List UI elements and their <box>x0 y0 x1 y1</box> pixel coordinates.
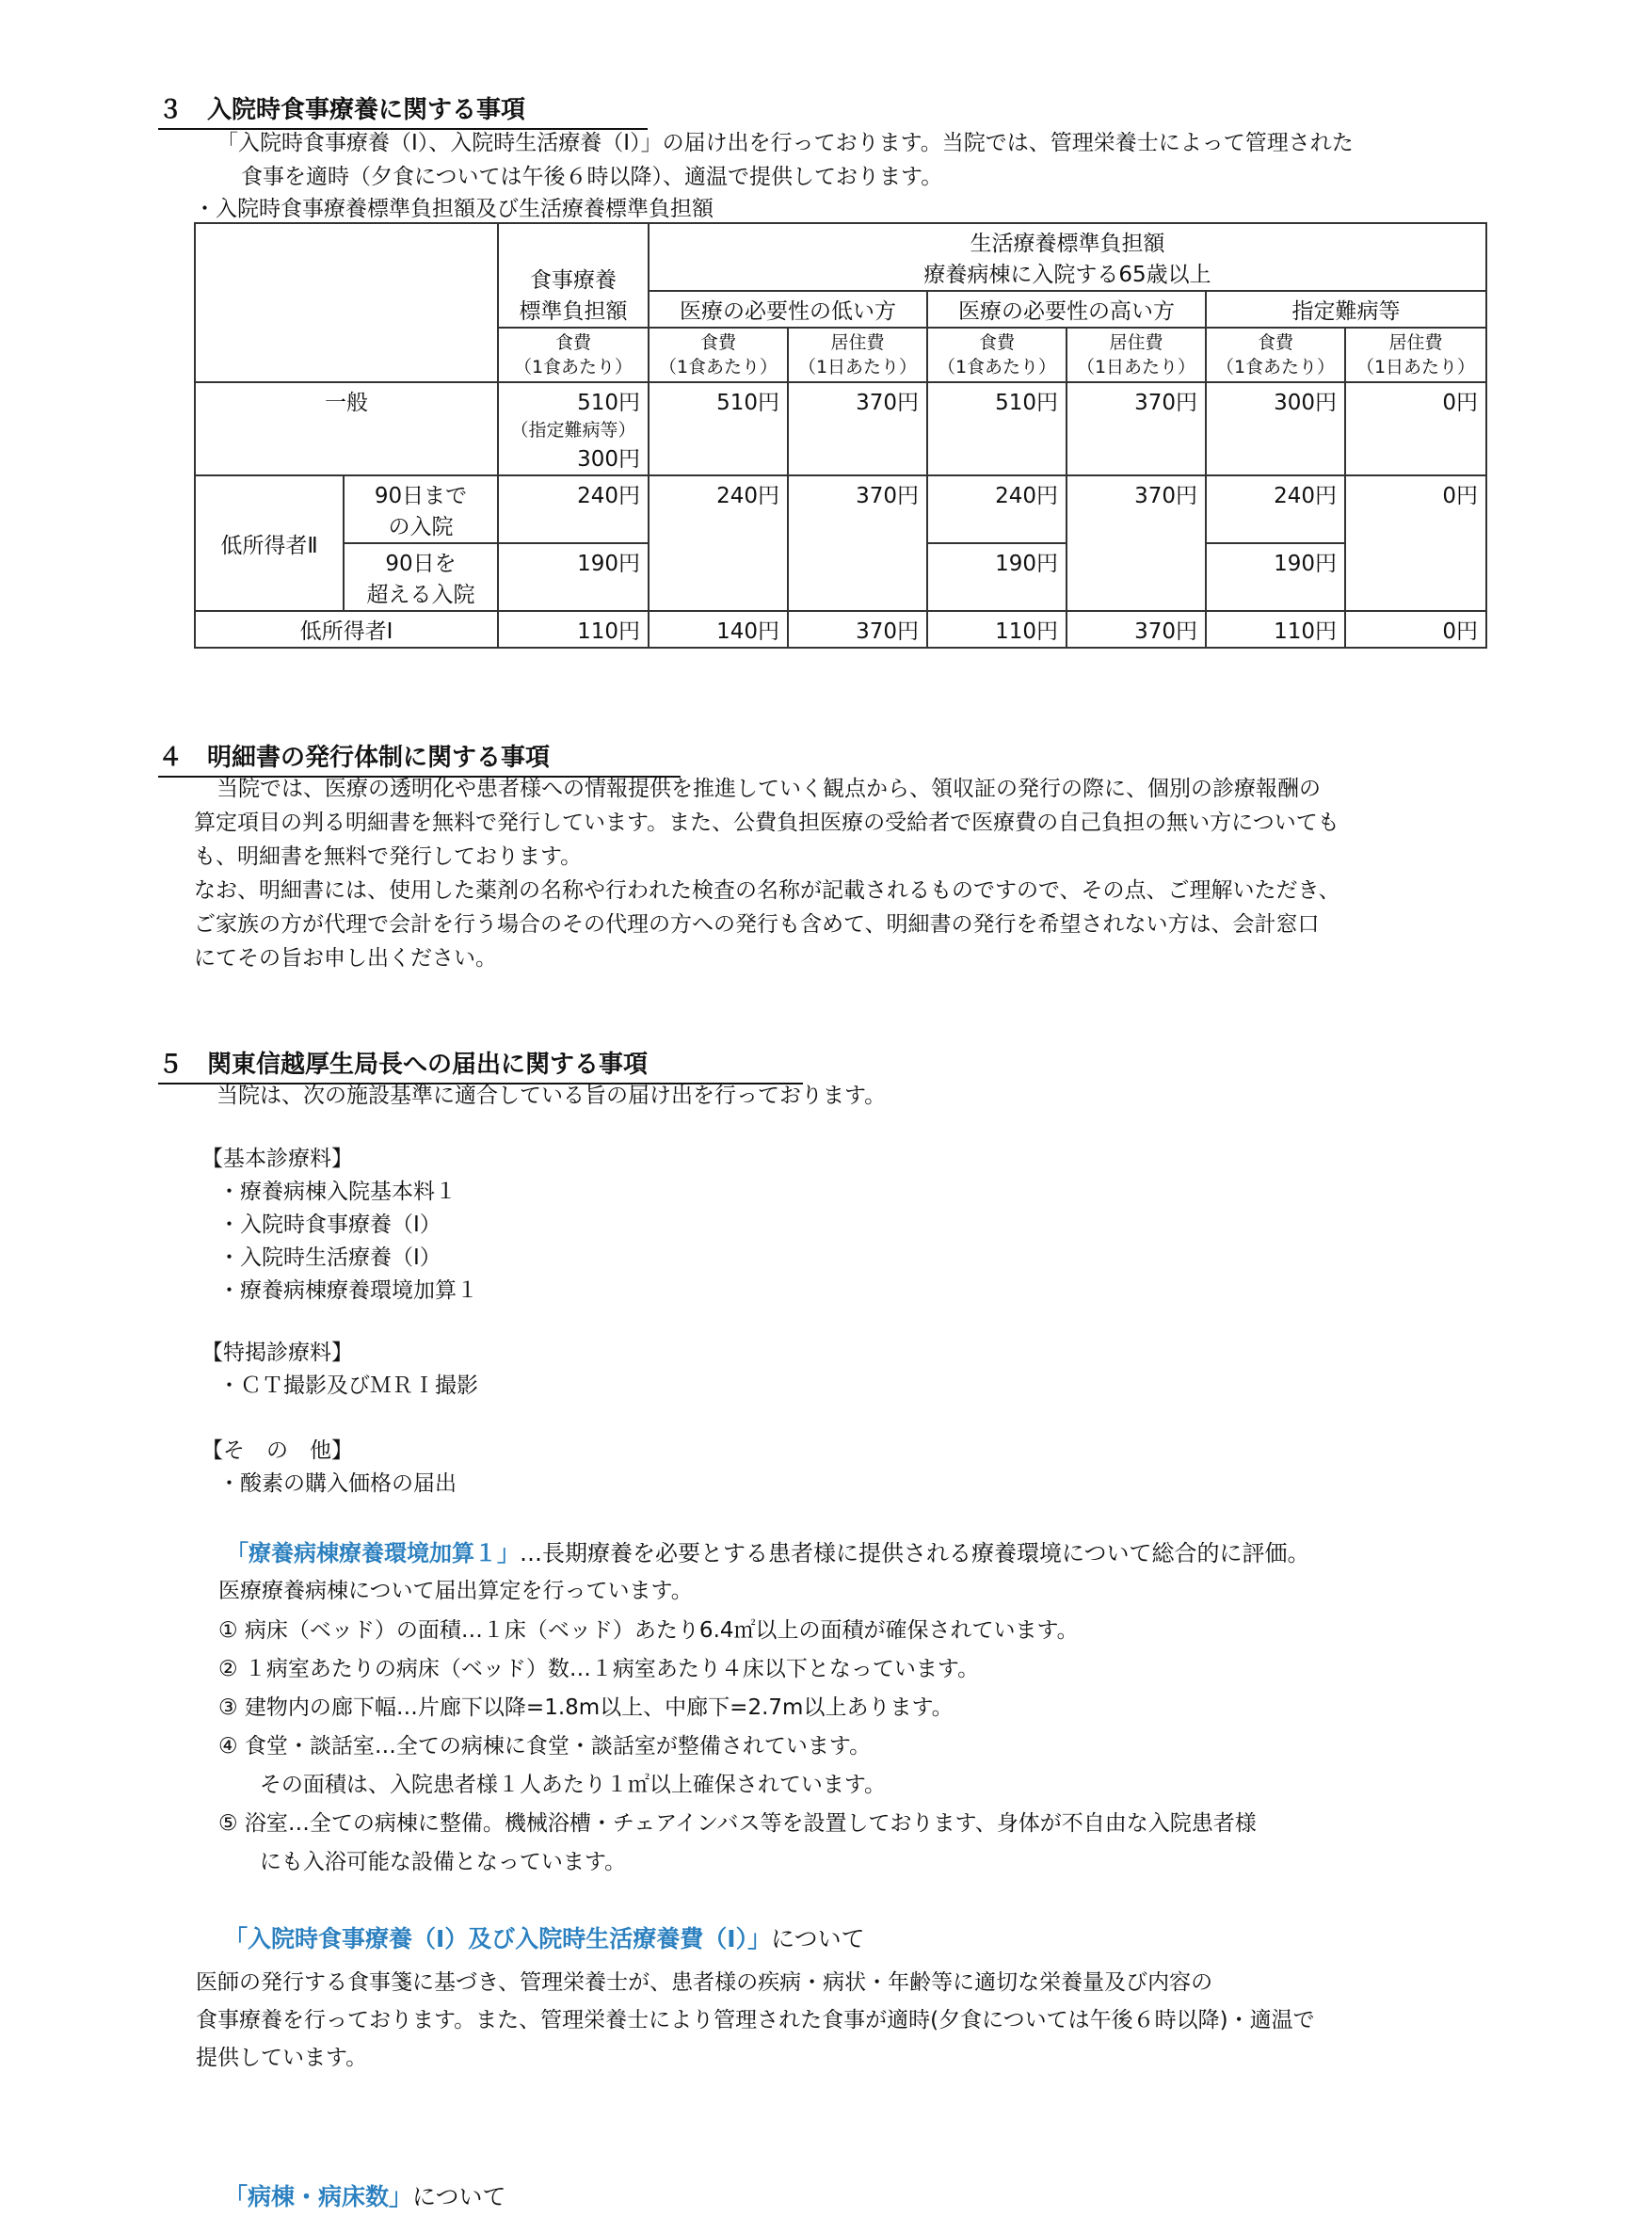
general-food-value: 510円 <box>577 391 640 415</box>
ward-title: 「病棟・病床数」 <box>224 2183 413 2210</box>
low2-sub2-label <box>344 543 498 611</box>
sub-header-des-res <box>1345 328 1486 382</box>
special-fees-block <box>201 1337 478 1403</box>
section-4-heading: ４ 明細書の発行体制に関する事項 <box>158 738 681 778</box>
low1-low-food: 140円 <box>649 611 788 648</box>
sub-per-day-label: （1日あたり） <box>1076 357 1196 378</box>
meal-body <box>196 1964 1315 2077</box>
ward-title-line <box>224 2180 506 2214</box>
low1-des-food: 110円 <box>1206 611 1345 648</box>
low1-low-res: 370円 <box>788 611 927 648</box>
section-5-intro: 当院は、次の施設基準に適合している旨の届け出を行っております。 <box>217 1084 887 1108</box>
basic-item: ・療養病棟療養環境加算１ <box>218 1278 478 1303</box>
meal-title: 「入院時食事療養（Ⅰ）及び入院時生活療養費（Ⅰ）」 <box>224 1925 772 1952</box>
sub-per-meal-label: （1食あたり） <box>1215 357 1336 378</box>
low2-sub1-label-line1: 90日まで <box>374 484 468 508</box>
general-high-food: 510円 <box>927 382 1067 475</box>
general-des-food: 300円 <box>1206 382 1345 475</box>
group-low-need: 医療の必要性の低い方 <box>649 291 927 328</box>
sub-per-day-label: （1日あたり） <box>797 357 918 378</box>
header-food-line2: 標準負担額 <box>519 299 628 324</box>
general-high-res: 370円 <box>1067 382 1206 475</box>
sub-food-label: 食費 <box>978 332 1015 353</box>
section-5-heading: ５ 関東信越厚生局長への届出に関する事項 <box>158 1045 803 1084</box>
general-food-note: （指定難病等） <box>510 420 636 441</box>
fee-table <box>194 222 1487 649</box>
low2-high-res: 370円 <box>1067 475 1206 611</box>
low2-sub2-label-line1: 90日を <box>385 552 457 576</box>
sub-residence-label: 居住費 <box>830 332 885 353</box>
other-block <box>201 1435 457 1501</box>
low1-high-res: 370円 <box>1067 611 1206 648</box>
row-low1-label: 低所得者Ⅰ <box>195 611 498 648</box>
header-life-line1: 生活療養標準負担額 <box>970 232 1165 256</box>
meal-line: 提供しています。 <box>196 2046 368 2070</box>
header-food-line1: 食事療養 <box>530 268 617 293</box>
sub-header-low-food <box>649 328 788 382</box>
sub-per-day-label: （1日あたり） <box>1355 357 1476 378</box>
row-general-food <box>498 382 649 475</box>
special-fees-title: 【特掲診療料】 <box>201 1341 353 1365</box>
low1-high-food: 110円 <box>927 611 1067 648</box>
env-item: ① 病床（ベッド）の面積…１床（ベッド）あたり6.4㎡以上の面積が確保されています。 <box>218 1618 1079 1643</box>
sub-header-high-res <box>1067 328 1206 382</box>
low2-sub2-label-line2: 超える入院 <box>366 583 475 607</box>
low2-des-res: 0円 <box>1345 475 1486 611</box>
section-4-line3: も、明細書を無料で発行しております。 <box>194 844 583 869</box>
sub-food-label: 食費 <box>554 332 591 353</box>
meal-title-rest: について <box>771 1925 865 1952</box>
ward-title-rest: について <box>412 2183 506 2210</box>
low2-sub1-label <box>344 475 498 543</box>
table-corner-cell <box>195 223 498 382</box>
meal-title-line <box>224 1922 865 1956</box>
section-4-line6: にてその旨お申し出ください。 <box>194 946 497 971</box>
sub-residence-label: 居住費 <box>1109 332 1163 353</box>
header-food-cell <box>498 223 649 328</box>
other-item: ・酸素の購入価格の届出 <box>218 1471 457 1496</box>
low2-high-food: 240円 <box>927 475 1067 543</box>
section-4-line4: なお、明細書には、使用した薬剤の名称や行われた検査の名称が記載されるものですので、その点、ご理解いただき、 <box>194 878 1340 903</box>
basic-item: ・入院時食事療養（Ⅰ） <box>218 1213 441 1237</box>
env-item: にも入浴可能な設備となっています。 <box>218 1850 627 1874</box>
sub-header-high-food <box>927 328 1067 382</box>
row-low2-label: 低所得者Ⅱ <box>195 475 344 611</box>
section-3-para-line1: 「入院時食事療養（Ⅰ）、入院時生活療養（Ⅰ）」の届け出を行っております。当院では、管理栄養士によって管理された <box>217 131 1354 155</box>
general-low-food: 510円 <box>649 382 788 475</box>
env-title-line <box>226 1536 1310 1570</box>
low2-sub2-food: 190円 <box>498 543 649 611</box>
sub-per-meal-label: （1食あたり） <box>658 357 778 378</box>
env-line2: 医療療養病棟について届出算定を行っています。 <box>218 1579 693 1603</box>
meal-line: 医師の発行する食事箋に基づき、管理栄養士が、患者様の疾病・病状・年齢等に適切な栄養量及び内容の <box>196 1970 1213 1995</box>
env-title: 「療養病棟療養環境加算１」 <box>226 1540 520 1566</box>
row-general-label: 一般 <box>195 382 498 475</box>
env-title-rest: …長期療養を必要とする患者様に提供される療養環境について総合的に評価。 <box>520 1540 1310 1566</box>
sub-food-label: 食費 <box>699 332 736 353</box>
basic-fees-block <box>201 1143 478 1308</box>
section-4-line1: 当院では、医療の透明化や患者様への情報提供を推進していく観点から、領収証の発行の際に、個別の診療報酬の <box>217 777 1321 801</box>
basic-item: ・入院時生活療養（Ⅰ） <box>218 1245 441 1270</box>
header-life-line2: 療養病棟に入院する65歳以上 <box>923 263 1211 287</box>
sub-per-meal-label: （1食あたり） <box>937 357 1057 378</box>
general-des-res: 0円 <box>1345 382 1486 475</box>
sub-header-low-res <box>788 328 927 382</box>
basic-item: ・療養病棟入院基本料１ <box>218 1180 457 1204</box>
low2-sub1-food: 240円 <box>498 475 649 543</box>
env-items <box>218 1612 1257 1882</box>
section-3-para-line2: 食事を適時（夕食については午後６時以降）、適温で提供しております。 <box>241 165 943 189</box>
header-life-cell <box>649 223 1486 291</box>
basic-fees-title: 【基本診療料】 <box>201 1147 353 1171</box>
section-4-line5: ご家族の方が代理で会計を行う場合のその代理の方への発行も含めて、明細書の発行を希望されない方は、会計窓口 <box>194 912 1320 937</box>
section-4-line2: 算定項目の判る明細書を無料で発行しています。また、公費負担医療の受給者で医療費の自己負担の無い方についても <box>194 811 1339 835</box>
low1-des-res: 0円 <box>1345 611 1486 648</box>
sub-header-food <box>498 328 649 382</box>
sub-header-des-food <box>1206 328 1345 382</box>
sub-per-meal-label: （1食あたり） <box>513 357 634 378</box>
general-low-res: 370円 <box>788 382 927 475</box>
low2-sub2-high-food: 190円 <box>927 543 1067 611</box>
group-high-need: 医療の必要性の高い方 <box>927 291 1206 328</box>
sub-food-label: 食費 <box>1257 332 1293 353</box>
other-title: 【そ の 他】 <box>201 1438 353 1463</box>
low2-low-food: 240円 <box>649 475 788 611</box>
env-item: ④ 食堂・談話室…全ての病棟に食堂・談話室が整備されています。 <box>218 1734 872 1759</box>
meal-line: 食事療養を行っております。また、管理栄養士により管理された食事が適時(夕食については午後６時以降)・適温で <box>196 2008 1315 2032</box>
section-3-heading: ３ 入院時食事療養に関する事項 <box>158 90 648 130</box>
special-item: ・ＣＴ撮影及びＭＲＩ撮影 <box>218 1374 478 1398</box>
low2-des-food: 240円 <box>1206 475 1345 543</box>
group-designated: 指定難病等 <box>1206 291 1486 328</box>
table-caption: ・入院時食事療養標準負担額及び生活療養標準負担額 <box>194 197 714 221</box>
low2-sub1-label-line2: の入院 <box>388 515 454 539</box>
general-food-alt: 300円 <box>577 447 640 472</box>
low1-food: 110円 <box>498 611 649 648</box>
low2-sub2-des-food: 190円 <box>1206 543 1345 611</box>
sub-residence-label: 居住費 <box>1388 332 1443 353</box>
env-item: ② １病室あたりの病床（ベッド）数…１病室あたり４床以下となっています。 <box>218 1657 980 1681</box>
env-item: その面積は、入院患者様１人あたり１㎡以上確保されています。 <box>218 1773 887 1797</box>
env-item: ⑤ 浴室…全ての病棟に整備。機械浴槽・チェアインバス等を設置しております、身体が不自由な入院患者様 <box>218 1811 1257 1836</box>
low2-low-res: 370円 <box>788 475 927 611</box>
env-item: ③ 建物内の廊下幅…片廊下以降=1.8m以上、中廊下=2.7m以上あります。 <box>218 1695 954 1720</box>
